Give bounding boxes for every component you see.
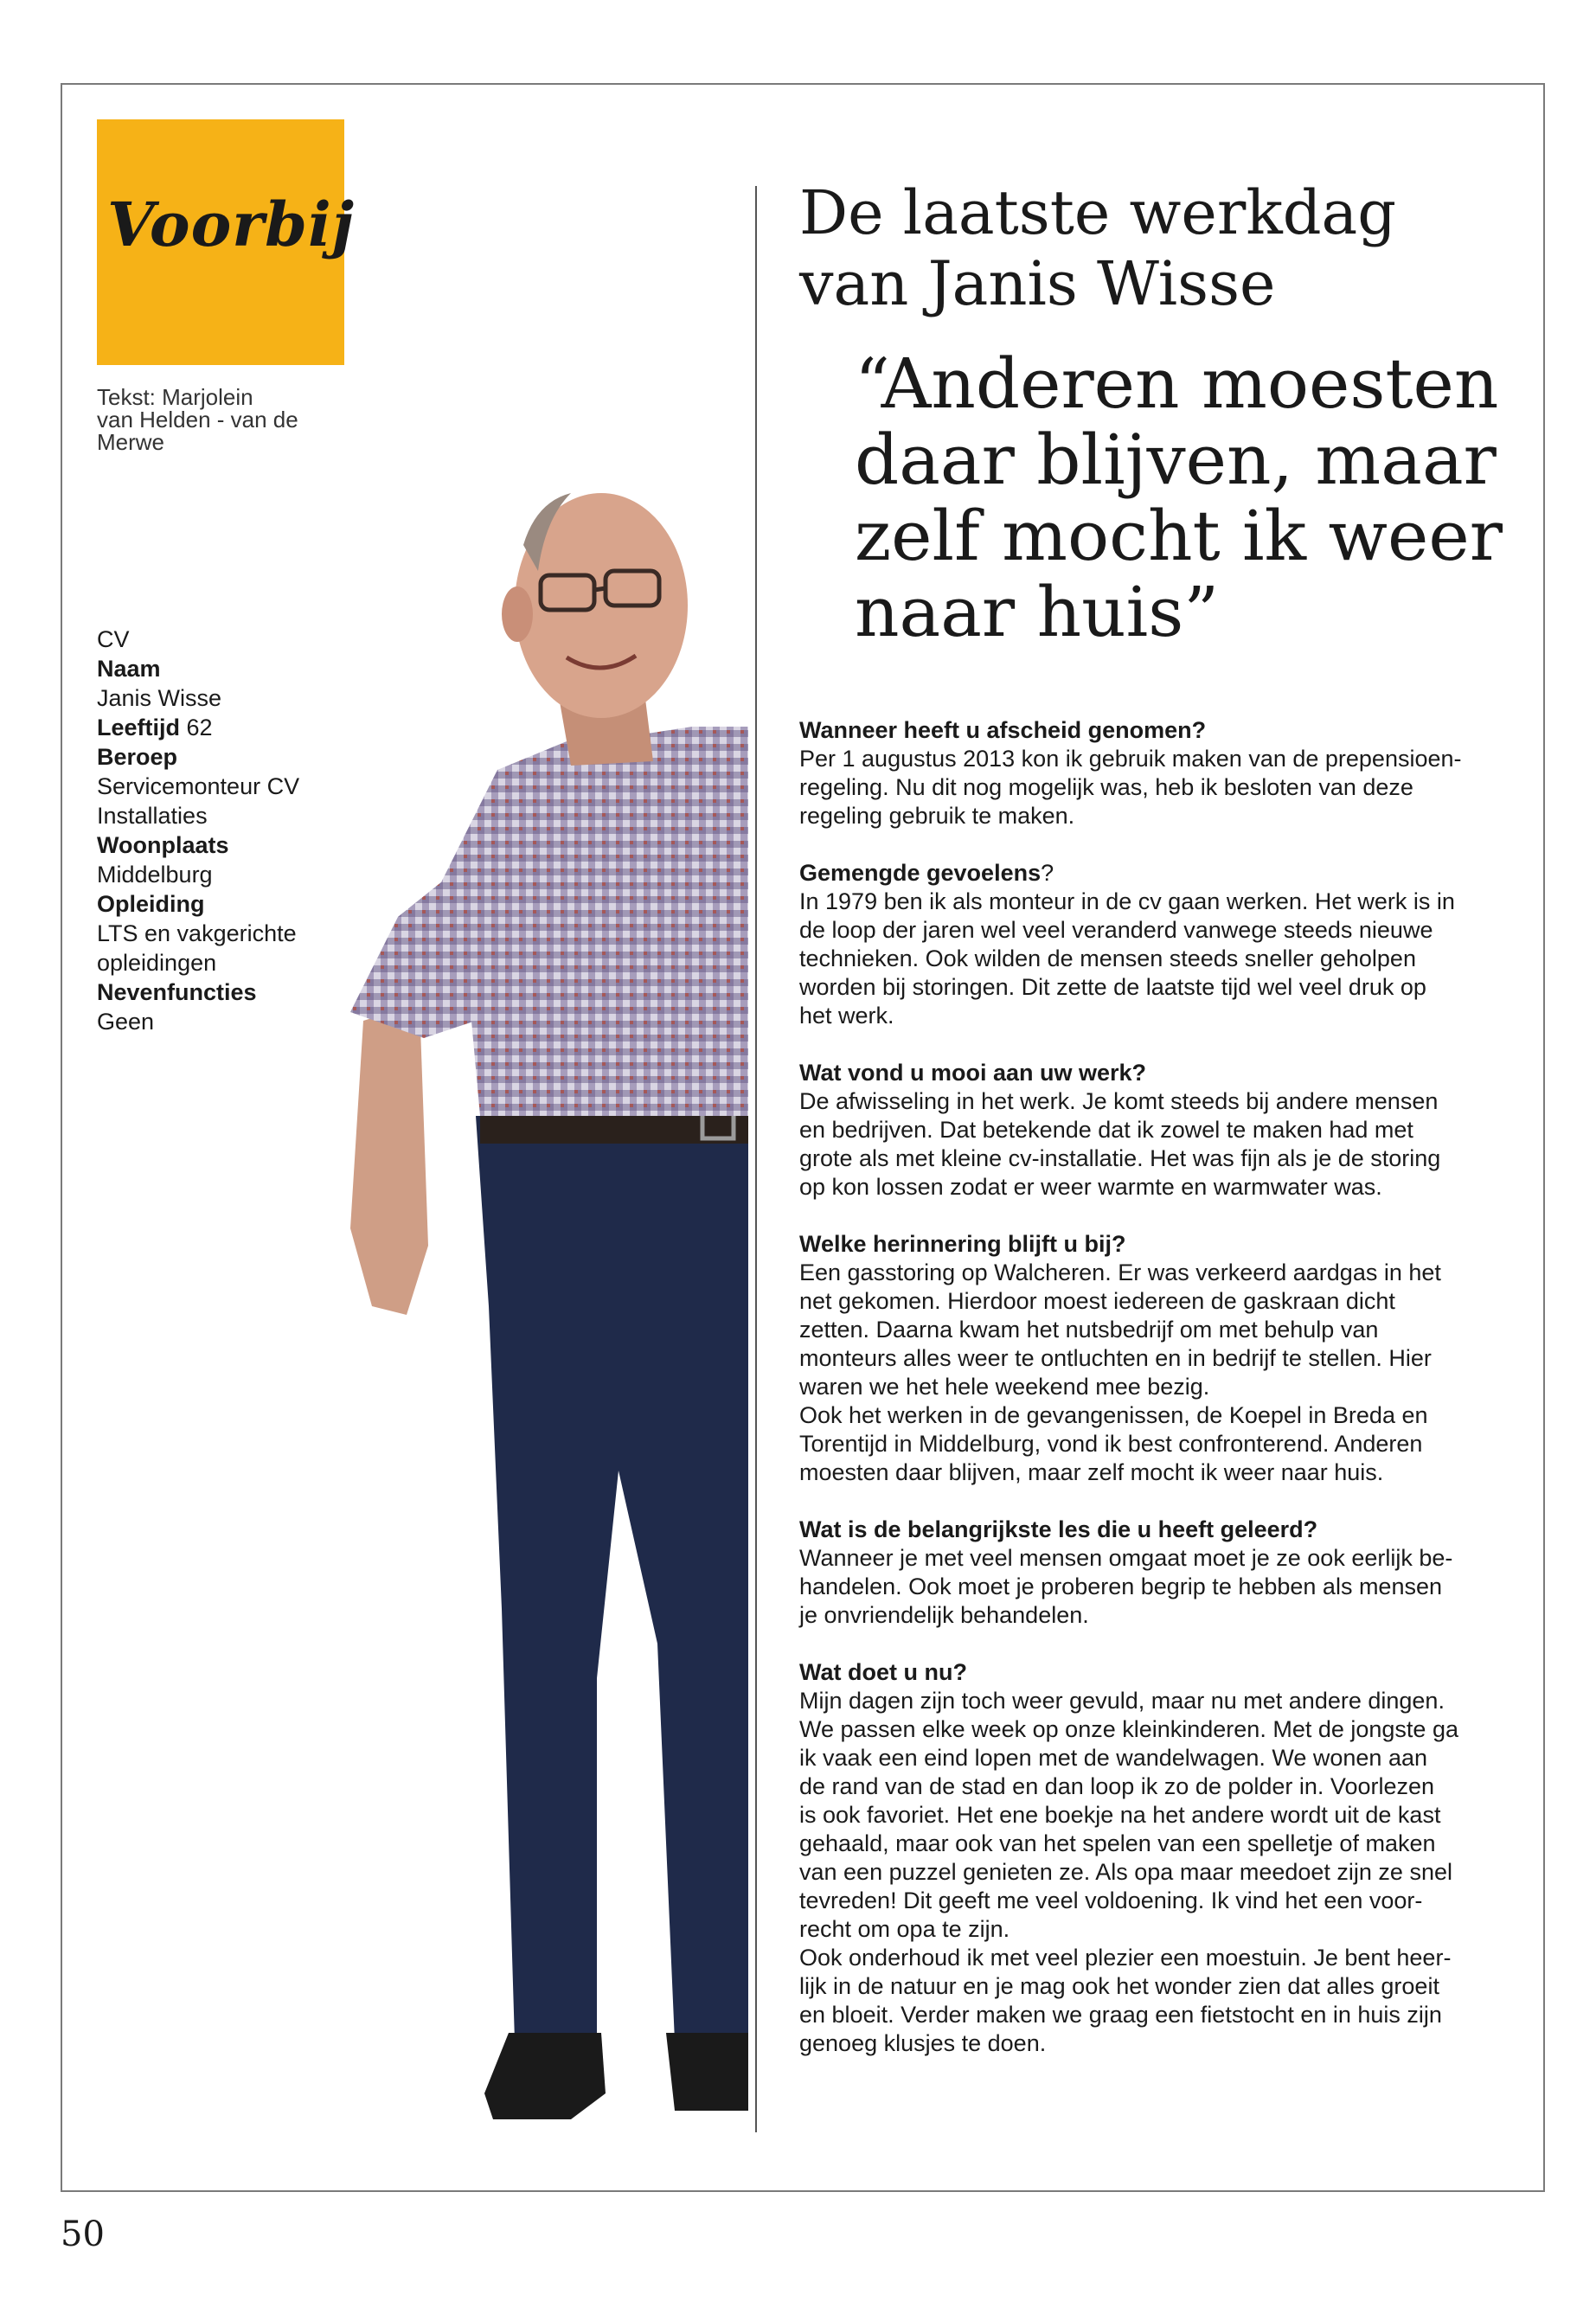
answer-line: regeling. Nu dit nog mogelijk was, heb ik besloten van deze <box>799 774 1413 800</box>
cv-leeftijd-label: Leeftijd <box>97 715 181 740</box>
answer-line: het werk. <box>799 1003 894 1029</box>
answer-line: gehaald, maar ook van het spelen van een spelletje of maken <box>799 1830 1436 1856</box>
answer-line: lijk in de natuur en je mag ook het wonder zien dat alles groeit <box>799 1973 1439 1999</box>
cv-leeftijd-value: 62 <box>186 715 213 740</box>
answer-line: handelen. Ook moet je proberen begrip te hebben als mensen <box>799 1574 1443 1599</box>
answer-line: zetten. Daarna kwam het nutsbedrijf om met behulp van <box>799 1317 1379 1343</box>
interview-body <box>799 716 1500 2086</box>
pull-quote-line: naar huis” <box>855 572 1220 652</box>
cv-opleiding-value: LTS en vakgerichte <box>97 920 297 946</box>
rubric-block <box>97 119 356 365</box>
question: Wanneer heeft u afscheid genomen? <box>799 717 1207 743</box>
pull-quote-line: zelf mocht ik weer <box>855 496 1503 576</box>
answer-line: tevreden! Dit geeft me veel voldoening. Ik vind het een voor- <box>799 1888 1423 1913</box>
answer-line: ik vaak een eind lopen met de wandelwagen. We wonen aan <box>799 1745 1427 1771</box>
answer-line: op kon lossen zodat er weer warmte en warmwater was. <box>799 1174 1382 1200</box>
qa-block <box>799 716 1500 830</box>
qa-block <box>799 859 1500 1030</box>
article-title-line: van Janis Wisse <box>799 248 1276 319</box>
cv-beroep-value: Servicemonteur CV <box>97 773 300 799</box>
answer-line: worden bij storingen. Dit zette de laatste tijd wel veel druk op <box>799 974 1426 1000</box>
answer-line: waren we het hele weekend mee bezig. <box>799 1374 1210 1400</box>
answer <box>799 745 1500 830</box>
cv-title: CV <box>97 626 130 652</box>
question: Wat vond u mooi aan uw werk? <box>799 1060 1147 1086</box>
article-title-line: De laatste werkdag <box>799 177 1397 248</box>
left-arm <box>350 1003 428 1315</box>
answer-line: genoeg klusjes te doen. <box>799 2030 1047 2056</box>
shoe-right <box>666 2033 748 2111</box>
cv-woonplaats-value: Middelburg <box>97 862 213 888</box>
answer-line: Torentijd in Middelburg, vond ik best confronterend. Anderen <box>799 1431 1423 1457</box>
answer-line: van een puzzel genieten ze. Als opa maar meedoet zijn ze snel <box>799 1859 1452 1885</box>
answer <box>799 1087 1500 1202</box>
answer <box>799 1687 1500 2058</box>
answer-line: We passen elke week op onze kleinkinderen. Met de jongste ga <box>799 1716 1458 1742</box>
column-divider <box>755 186 757 2132</box>
answer-line: is ook favoriet. Het ene boekje na het andere wordt uit de kast <box>799 1802 1441 1828</box>
pull-quote <box>855 343 1503 652</box>
cv-opleiding-label: Opleiding <box>97 891 205 917</box>
answer-line: Wanneer je met veel mensen omgaat moet je ze ook eerlijk be- <box>799 1545 1453 1571</box>
qa-block <box>799 1516 1500 1630</box>
qa-block <box>799 1658 1500 2058</box>
question: Wat doet u nu? <box>799 1659 967 1685</box>
answer-line: Per 1 augustus 2013 kon ik gebruik maken van de prepensioen- <box>799 746 1462 772</box>
answer-line: je onvriendelijk behandelen. <box>799 1602 1089 1628</box>
answer-line: moesten daar blijven, maar zelf mocht ik weer naar huis. <box>799 1459 1384 1485</box>
answer-line: Mijn dagen zijn toch weer gevuld, maar nu met andere dingen. <box>799 1688 1445 1714</box>
answer-line: en bedrijven. Dat betekende dat ik zowel te maken had met <box>799 1117 1413 1143</box>
byline-line: Tekst: Marjolein <box>97 384 253 410</box>
answer-line: Ook onderhoud ik met veel plezier een moestuin. Je bent heer- <box>799 1945 1452 1971</box>
cv-nevenfuncties-label: Nevenfuncties <box>97 979 257 1005</box>
answer-line: technieken. Ook wilden de mensen steeds sneller geholpen <box>799 945 1416 971</box>
question-suffix: ? <box>1041 860 1054 886</box>
byline-line: van Helden - van de <box>97 407 298 433</box>
qa-block <box>799 1059 1500 1202</box>
byline <box>97 386 330 453</box>
article-title <box>799 177 1396 319</box>
answer-line: De afwisseling in het werk. Je komt steeds bij andere mensen <box>799 1088 1439 1114</box>
cv-opleiding-value: opleidingen <box>97 950 217 976</box>
answer-line: In 1979 ben ik als monteur in de cv gaan werken. Het werk is in <box>799 888 1455 914</box>
cv-woonplaats-label: Woonplaats <box>97 832 229 858</box>
answer <box>799 1259 1500 1487</box>
question: Welke herinnering blijft u bij? <box>799 1231 1126 1257</box>
answer-line: Een gasstoring op Walcheren. Er was verkeerd aardgas in het <box>799 1259 1441 1285</box>
answer-line: monteurs alles weer te ontluchten en in bedrijf te stellen. Hier <box>799 1345 1432 1371</box>
answer-line: de rand van de stad en dan loop ik zo de polder in. Voorlezen <box>799 1773 1435 1799</box>
answer <box>799 888 1500 1030</box>
answer-line: recht om opa te zijn. <box>799 1916 1010 1942</box>
answer-line: en bloeit. Verder maken we graag een fietstocht en in huis zijn <box>799 2002 1442 2028</box>
question-text: Gemengde gevoelens <box>799 860 1042 886</box>
pull-quote-line: “Anderen moesten <box>855 343 1499 424</box>
pull-quote-line: daar blijven, maar <box>855 420 1497 500</box>
answer <box>799 1544 1500 1630</box>
cv-naam-label: Naam <box>97 656 161 682</box>
answer-line: grote als met kleine cv-installatie. Het was fijn als je de storing <box>799 1145 1441 1171</box>
answer-line: Ook het werken in de gevangenissen, de Koepel in Breda en <box>799 1402 1428 1428</box>
question: Wat is de belangrijkste les die u heeft geleerd? <box>799 1516 1318 1542</box>
page-number: 50 <box>61 2214 105 2254</box>
rubric-label: Voorbij <box>107 189 356 260</box>
question <box>799 859 1500 888</box>
cv-beroep-value: Installaties <box>97 803 208 829</box>
byline-line: Merwe <box>97 429 165 455</box>
portrait-photo <box>311 398 757 2132</box>
answer-line: regeling gebruik te maken. <box>799 803 1075 829</box>
cv-beroep-label: Beroep <box>97 744 178 770</box>
qa-block <box>799 1230 1500 1487</box>
cv-nevenfuncties-value: Geen <box>97 1009 155 1035</box>
answer-line: net gekomen. Hierdoor moest iedereen de gaskraan dicht <box>799 1288 1395 1314</box>
shoe-left <box>484 2033 606 2119</box>
cv-naam-value: Janis Wisse <box>97 685 222 711</box>
answer-line: de loop der jaren wel veel veranderd vanwege steeds nieuwe <box>799 917 1433 943</box>
